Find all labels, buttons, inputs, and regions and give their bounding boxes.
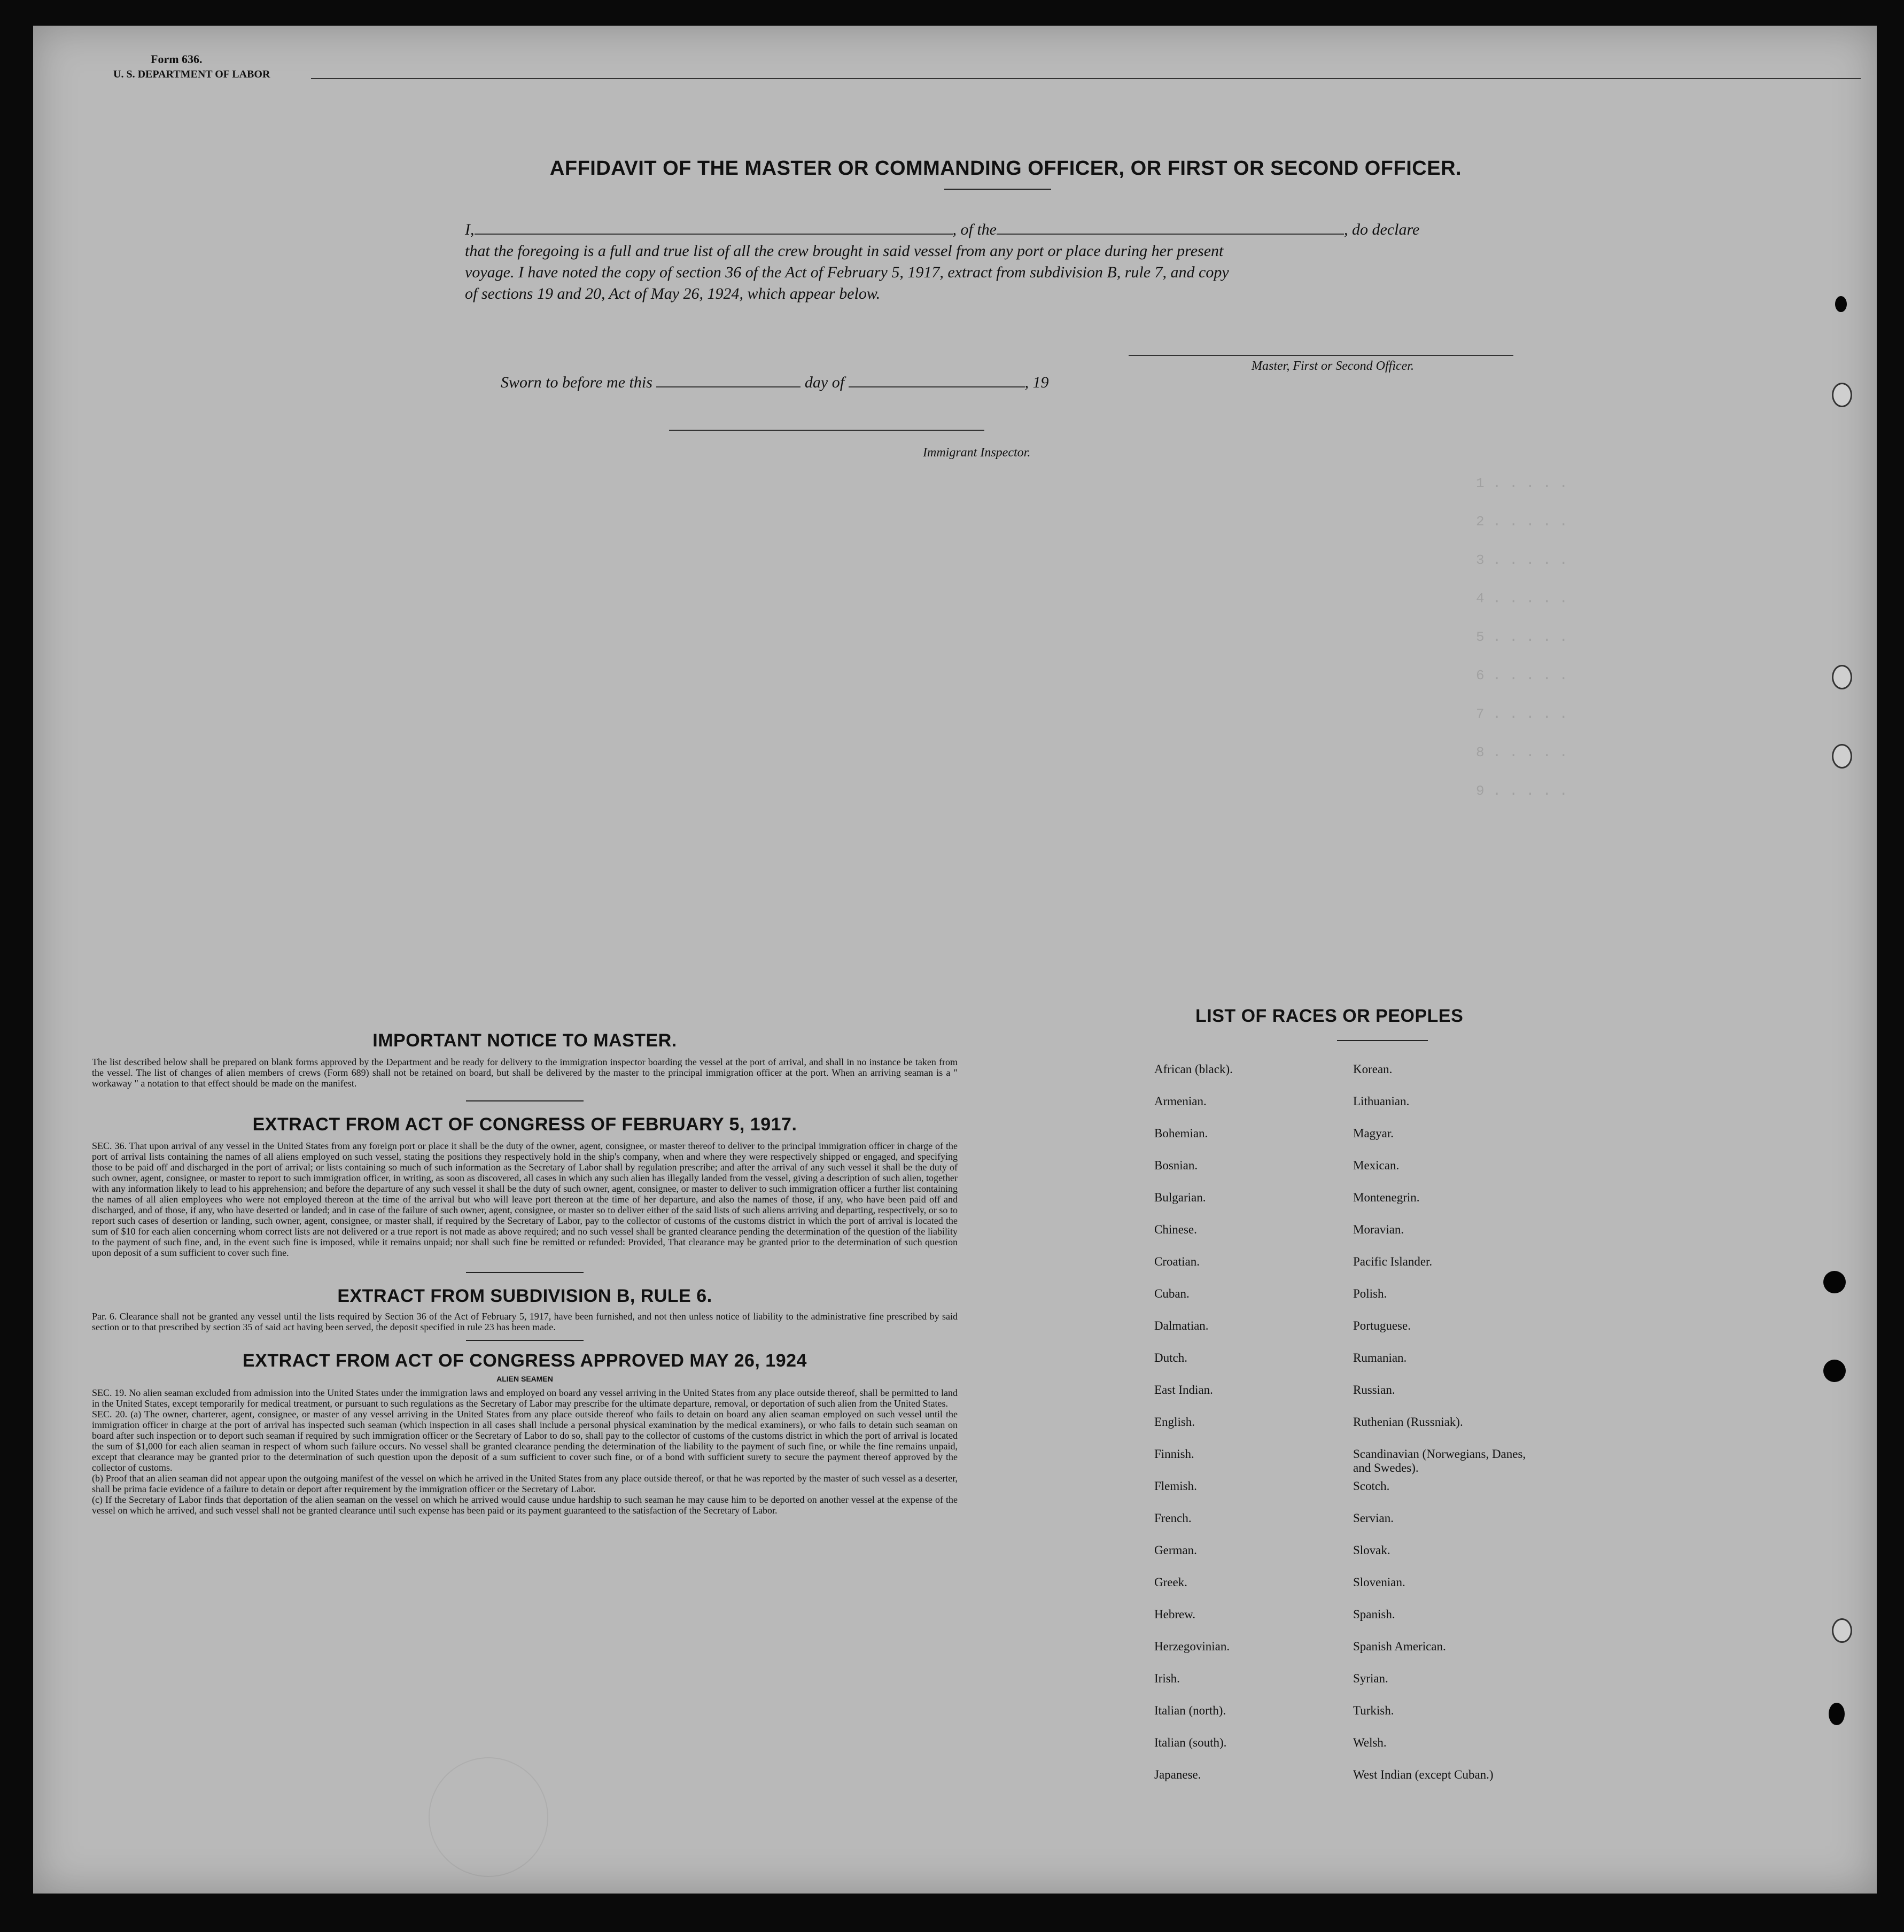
race-item: Dutch. bbox=[1154, 1351, 1187, 1364]
extract-1924-title: EXTRACT FROM ACT OF CONGRESS APPROVED MAY 26, 1924 bbox=[243, 1351, 807, 1371]
extract-1917-title: EXTRACT FROM ACT OF CONGRESS OF FEBRUARY 5, 1917. bbox=[252, 1114, 797, 1135]
binder-hole bbox=[1832, 665, 1852, 689]
race-item: Moravian. bbox=[1353, 1223, 1404, 1236]
notices-column bbox=[92, 1030, 958, 1516]
race-item: East Indian. bbox=[1154, 1383, 1213, 1396]
race-item: Finnish. bbox=[1154, 1447, 1194, 1461]
binder-hole bbox=[1835, 296, 1847, 312]
binder-hole bbox=[1832, 744, 1852, 769]
title-rule bbox=[944, 189, 1051, 190]
inspector-signature-line[interactable] bbox=[669, 430, 984, 431]
race-item: Greek. bbox=[1154, 1576, 1187, 1589]
race-item: Montenegrin. bbox=[1353, 1191, 1420, 1204]
race-item: Scandinavian (Norwegians, Danes, and Swedes). bbox=[1353, 1447, 1526, 1475]
extract-1924-sec20a: SEC. 20. (a) The owner, charterer, agent, consignee, or master of any vessel arriving in the United States from any place outside thereof who fails to detain on board any alien seaman employed on such vessel until the immigration officer in charge at the port of arrival has inspected such seaman (which inspection in all cases shall include a personal physical examination by the medical examiners), or who fails to detain such seaman on board after such inspection or to deport such seaman if required by such immigration officer or the Secretary of Labor to do so, shall pay to the collector of customs of the customs district in which the port of arrival is located the sum of $1,000 for each alien seaman in respect of whom such failure occurs. No vessel shall be granted clearance pending the determination of the liability to the payment of such fine, or while the fine remains unpaid, except that clearance may be granted prior to the determination of such question upon the deposit of a sum sufficient to cover such fine, or of a bond with sufficient surety to secure the payment thereof approved by the collector of customs. bbox=[92, 1409, 958, 1473]
notice-rule bbox=[466, 1100, 584, 1101]
day-of-label: day of bbox=[804, 374, 845, 391]
race-item: Irish. bbox=[1154, 1672, 1180, 1685]
binder-hole bbox=[1829, 1703, 1845, 1725]
races-title: LIST OF RACES OR PEOPLES bbox=[1195, 1006, 1464, 1026]
extract-1917-text: SEC. 36. That upon arrival of any vessel in the United States from any foreign port or place it shall be the duty of the owner, agent, consignee, or master thereof to deliver to the principal immigration officer in charge of the port of arrival lists containing the names of all aliens employed on such vessel, stating the positions they respectively hold in the ship's company, when and where they were respectively shipped or engaged, and specifying those to be paid off and discharged in the port of arrival; or lists containing so much of such information as the Secretary of Labor shall by regulation prescribe; and after the arrival of any such vessel it shall be the duty of such owner, agent, consignee, or master to report to such immigration officer, in writing, as soon as discovered, all cases in which any such alien has illegally landed from the vessel, giving a description of such alien, together with any information likely to lead to his apprehension; and before the departure of any such vessel it shall be the duty of such owner, agent, consignee, or master to deliver to such immigration officer a further list containing the names of all alien employees who were not employed thereon at the time of the arrival but who will leave port thereon at the time of her departure, and also the names of those, if any, who have been paid off and discharged, and of those, if any, who have deserted or landed; and in case of the failure of such owner, agent, consignee, or master so to deliver either of the said lists of such aliens arriving and departing, respectively, or so to report such cases of desertion or landing, such owner, agent, consignee, or master shall, if required by the Secretary of Labor, pay to the collector of customs of the customs district in which the port of arrival is located the sum of $10 for each alien concerning whom correct lists are not delivered or a true report is not made as above required; and no such vessel shall be granted clearance pending the determination of the question of the liability to the payment of such fine, and, in the event such fine is imposed, while it remains unpaid; nor shall such fine be remitted or refunded: Provided, That clearance may be granted prior to the determination of such question upon deposit of a sum sufficient to cover such fine. bbox=[92, 1140, 958, 1258]
binder-hole bbox=[1832, 1618, 1852, 1643]
race-item: Syrian. bbox=[1353, 1672, 1388, 1685]
race-item: Magyar. bbox=[1353, 1127, 1394, 1140]
sworn-day-field[interactable] bbox=[656, 386, 801, 387]
race-item: Spanish. bbox=[1353, 1608, 1395, 1621]
extract-1924-subtitle: ALIEN SEAMEN bbox=[496, 1375, 553, 1383]
race-item: Cuban. bbox=[1154, 1287, 1190, 1300]
race-item: Chinese. bbox=[1154, 1223, 1197, 1236]
department-label: U. S. DEPARTMENT OF LABOR bbox=[113, 68, 270, 80]
subdivision-b-text: Par. 6. Clearance shall not be granted any vessel until the lists required by Section 36 of the Act of February 5, 1917, have been furnished, and not then unless notice of liability to the administrative fine prescribed by said section or to that prescribed by section 35 of said act having been served, the deposit specified in rule 23 has been made. bbox=[92, 1311, 958, 1332]
document-page bbox=[33, 26, 1877, 1894]
race-item: Servian. bbox=[1353, 1511, 1394, 1525]
race-item: Croatian. bbox=[1154, 1255, 1200, 1268]
sworn-month-field[interactable] bbox=[849, 386, 1025, 387]
master-signature-line[interactable] bbox=[1129, 355, 1513, 356]
master-label: Master, First or Second Officer. bbox=[1252, 359, 1414, 373]
extract-1924-sec20c: (c) If the Secretary of Labor finds that deportation of the alien seaman on the vessel on which he arrived would cause undue hardship to such seaman he may cause him to be deported on another vessel at the expense of the vessel on which he arrived, and such vessel shall not be granted clearance until such expense has been paid or its payment guaranteed to the satisfaction of the Secretary of Labor. bbox=[92, 1494, 958, 1516]
race-item: Pacific Islander. bbox=[1353, 1255, 1433, 1268]
race-item: English. bbox=[1154, 1415, 1195, 1429]
race-item: Flemish. bbox=[1154, 1479, 1197, 1493]
race-item: Herzegovinian. bbox=[1154, 1640, 1230, 1653]
top-rule bbox=[311, 78, 1861, 79]
extract-1924-sec20b: (b) Proof that an alien seaman did not appear upon the outgoing manifest of the vessel on which he arrived in the United States from any place outside thereof, or that he was reported by the master of such vessel as a deserter, shall be prima facie evidence of a failure to detain or deport after requirement by the immigration officer or the Secretary of Labor. bbox=[92, 1473, 958, 1494]
binder-hole bbox=[1832, 383, 1852, 407]
extract-1917-rule bbox=[466, 1272, 584, 1273]
race-item: Russian. bbox=[1353, 1383, 1395, 1396]
form-number: Form 636. bbox=[151, 52, 203, 66]
affidavit-line-3: voyage. I have noted the copy of section 36 of the Act of February 5, 1917, extract from subdivision B, rule 7, and copy bbox=[465, 263, 1229, 281]
extract-1924-sec19: SEC. 19. No alien seaman excluded from admission into the United States under the immigration laws and employed on board any vessel arriving in the United States from any place outside thereof, shall be permitted to land in the United States, except temporarily for medical treatment, or pursuant to such regulations as the Secretary of Labor may prescribe for the ultimate departure, removal, or deportation of such alien from the United States. bbox=[92, 1387, 958, 1409]
binder-hole bbox=[1823, 1360, 1846, 1382]
reverse-show-through: 1 . . . . . 2 . . . . . 3 . . . . . 4 . . . . . 5 . . . . . 6 . . . . . 7 . . . . . 8 . . . . . 9 . . . . . bbox=[1476, 475, 1568, 799]
race-item: Ruthenian (Russniak). bbox=[1353, 1415, 1463, 1429]
race-item: French. bbox=[1154, 1511, 1192, 1525]
race-item: Italian (south). bbox=[1154, 1736, 1227, 1749]
race-item: Lithuanian. bbox=[1353, 1095, 1410, 1108]
races-rule bbox=[1337, 1040, 1428, 1041]
binder-hole bbox=[1823, 1271, 1846, 1293]
affidavit-line-4: of sections 19 and 20, Act of May 26, 1924, which appear below. bbox=[465, 285, 881, 302]
race-item: Bohemian. bbox=[1154, 1127, 1208, 1140]
race-item: Scotch. bbox=[1353, 1479, 1390, 1493]
declarant-name-field[interactable] bbox=[475, 234, 953, 235]
race-item: Slovak. bbox=[1353, 1543, 1390, 1557]
race-item: Turkish. bbox=[1353, 1704, 1394, 1717]
sworn-line bbox=[501, 372, 1195, 393]
race-item: Rumanian. bbox=[1353, 1351, 1407, 1364]
vessel-name-field[interactable] bbox=[997, 234, 1344, 235]
notice-title: IMPORTANT NOTICE TO MASTER. bbox=[372, 1030, 677, 1051]
race-item: Spanish American. bbox=[1353, 1640, 1446, 1653]
race-item: Bosnian. bbox=[1154, 1159, 1198, 1172]
race-item: Italian (north). bbox=[1154, 1704, 1226, 1717]
race-item: Bulgarian. bbox=[1154, 1191, 1206, 1204]
race-item: Japanese. bbox=[1154, 1768, 1201, 1781]
declare-label: , do declare bbox=[1344, 221, 1420, 238]
embossed-seal bbox=[429, 1757, 548, 1877]
race-item: Polish. bbox=[1353, 1287, 1387, 1300]
subdivision-b-rule bbox=[466, 1340, 584, 1341]
declarant-prefix: I, bbox=[465, 221, 475, 238]
race-item: Mexican. bbox=[1353, 1159, 1400, 1172]
race-item: Slovenian. bbox=[1353, 1576, 1405, 1589]
affidavit-line-2: that the foregoing is a full and true list of all the crew brought in said vessel from any port or place during her present bbox=[465, 242, 1224, 260]
race-item: Armenian. bbox=[1154, 1095, 1207, 1108]
race-item: Korean. bbox=[1353, 1062, 1393, 1076]
affidavit-line-1 bbox=[465, 219, 1507, 240]
race-item: Welsh. bbox=[1353, 1736, 1387, 1749]
of-the-label: , of the bbox=[952, 221, 997, 238]
race-item: German. bbox=[1154, 1543, 1197, 1557]
race-item: Portuguese. bbox=[1353, 1319, 1411, 1332]
year-label: , 19 bbox=[1024, 374, 1049, 391]
race-item: Hebrew. bbox=[1154, 1608, 1196, 1621]
subdivision-b-title: EXTRACT FROM SUBDIVISION B, RULE 6. bbox=[337, 1286, 712, 1306]
inspector-label: Immigrant Inspector. bbox=[923, 446, 1031, 460]
race-item: African (black). bbox=[1154, 1062, 1233, 1076]
sworn-label: Sworn to before me this bbox=[501, 374, 652, 391]
race-item: West Indian (except Cuban.) bbox=[1353, 1768, 1494, 1781]
notice-text: The list described below shall be prepared on blank forms approved by the Department and be ready for delivery to the immigration inspector boarding the vessel at the port of arrival, and shall in no instance be taken from the vessel. The list of changes of alien members of crews (Form 689) shall not be retained on board, but shall be delivered by the master to the principal immigration officer at the port. When an arriving seaman is a " workaway " a notation to that effect should be made on the manifest. bbox=[92, 1057, 958, 1089]
race-item: Dalmatian. bbox=[1154, 1319, 1209, 1332]
affidavit-title: AFFIDAVIT OF THE MASTER OR COMMANDING OFFICER, OR FIRST OR SECOND OFFICER. bbox=[549, 157, 1462, 180]
